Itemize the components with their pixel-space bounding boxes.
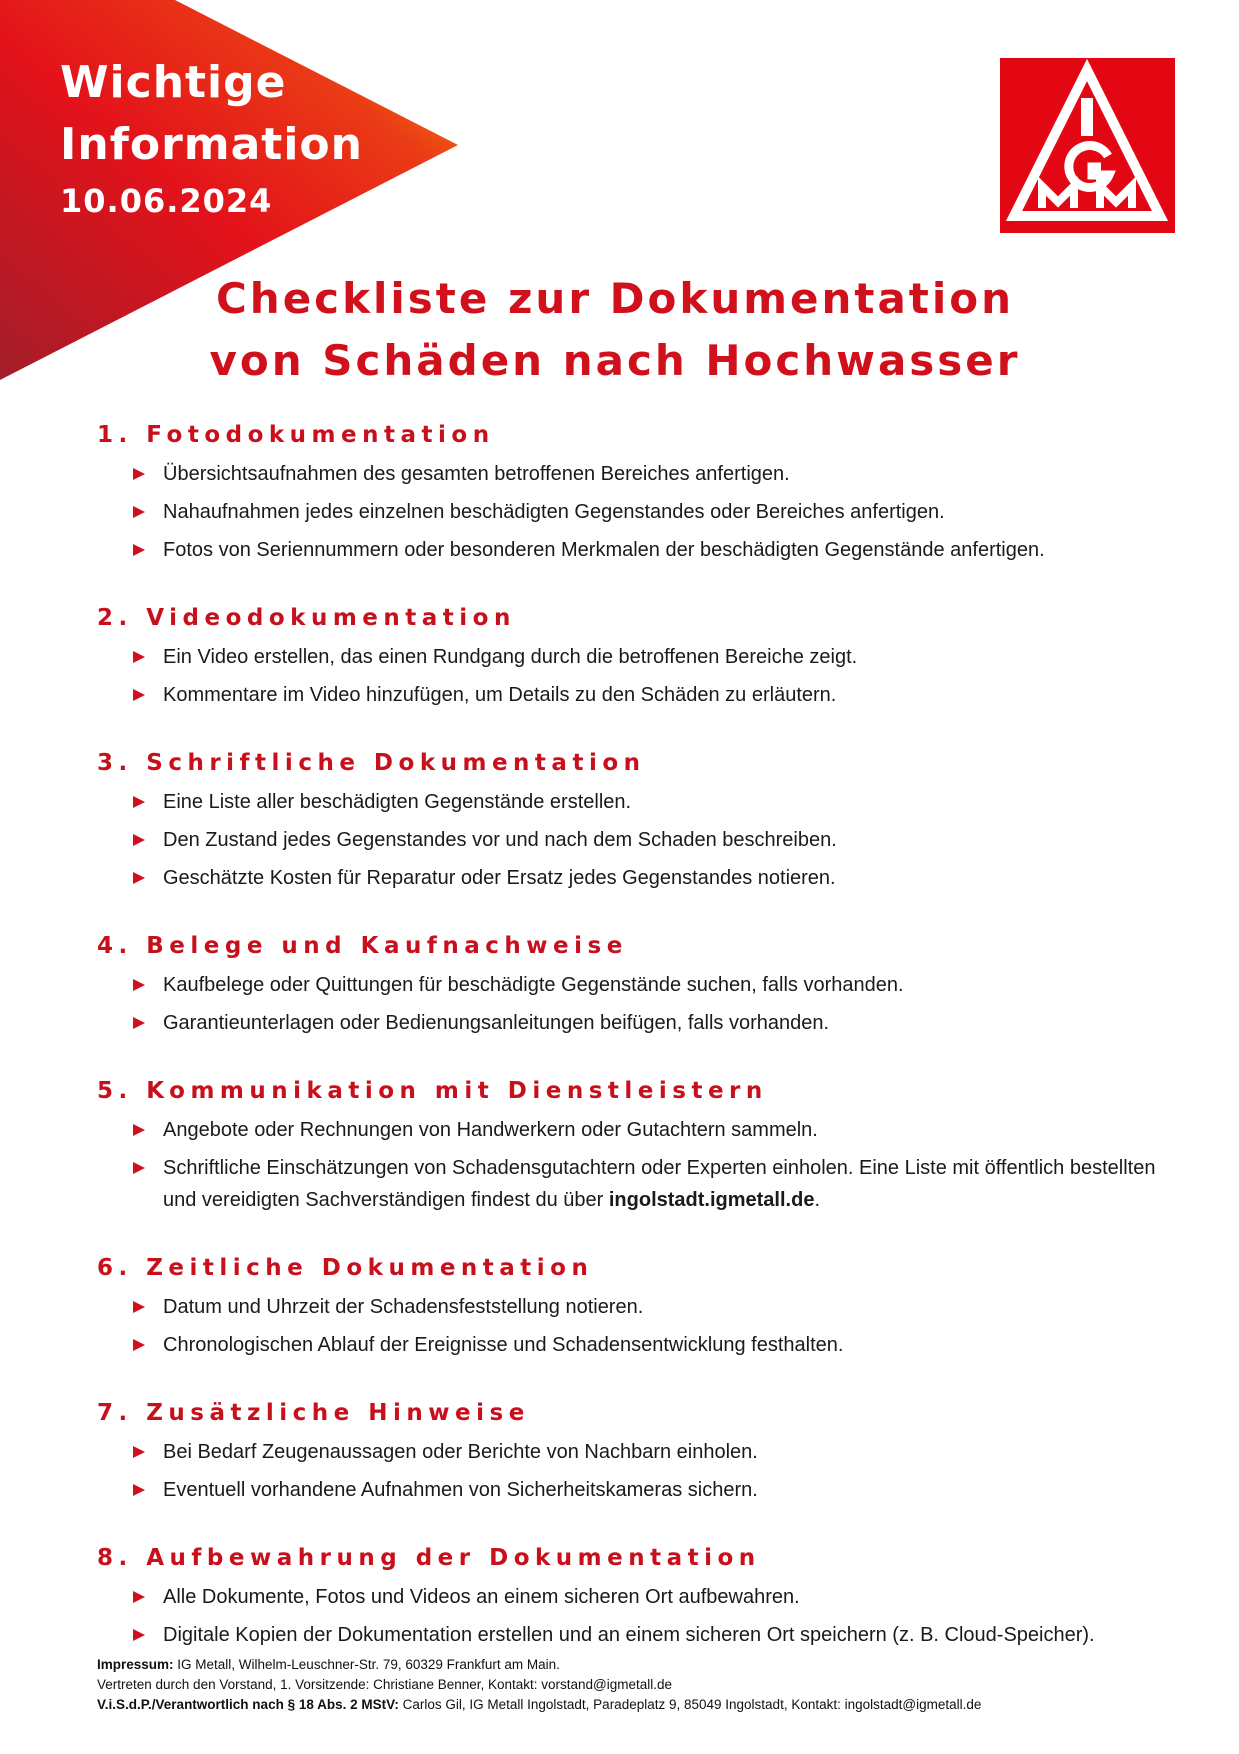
bullet-arrow-icon	[133, 872, 145, 884]
visdp-text: Carlos Gil, IG Metall Ingolstadt, Paradeplatz 9, 85049 Ingolstadt, Kontakt: ingolstadt@igmetall.de	[398, 1697, 982, 1712]
bullet-arrow-icon	[133, 1591, 145, 1603]
ig-metall-logo-icon	[1000, 58, 1175, 233]
bullet-arrow-icon	[133, 689, 145, 701]
list-item	[97, 1291, 1157, 1323]
list-item	[97, 1007, 1157, 1039]
list-item	[97, 1329, 1157, 1361]
list-item-text: Den Zustand jedes Gegenstandes vor und nach dem Schaden beschreiben.	[163, 829, 837, 851]
list-item	[97, 862, 1157, 894]
list-item	[97, 534, 1157, 566]
section-title: 4. Belege und Kaufnachweise	[97, 933, 628, 959]
bullet-arrow-icon	[133, 544, 145, 556]
bullet-arrow-icon	[133, 1301, 145, 1313]
bullet-arrow-icon	[133, 1017, 145, 1029]
banner-title-line2: Information	[60, 119, 363, 170]
bullet-arrow-icon	[133, 1339, 145, 1351]
impressum-line3	[97, 1695, 981, 1715]
bullet-arrow-icon	[133, 651, 145, 663]
list-item-text: Bei Bedarf Zeugenaussagen oder Berichte von Nachbarn einholen.	[163, 1441, 758, 1463]
section-title: 7. Zusätzliche Hinweise	[97, 1400, 530, 1426]
list-item-text: Geschätzte Kosten für Reparatur oder Ersatz jedes Gegenstandes notieren.	[163, 867, 836, 889]
list-item	[97, 1581, 1157, 1613]
list-item	[97, 641, 1157, 673]
list-item-text: Digitale Kopien der Dokumentation erstellen und an einem sicheren Ort speichern (z. B. Cloud-Speicher).	[163, 1624, 1095, 1646]
bullet-arrow-icon	[133, 1162, 145, 1174]
list-item	[97, 969, 1157, 1001]
list-item-text: Fotos von Seriennummern oder besonderen Merkmalen der beschädigten Gegenstände anfertigen.	[163, 539, 1045, 561]
impressum-line2: Vertreten durch den Vorstand, 1. Vorsitzende: Christiane Benner, Kontakt: vorstand@igmetall.de	[97, 1677, 673, 1692]
section-title: 5. Kommunikation mit Dienstleistern	[97, 1078, 768, 1104]
bullet-arrow-icon	[133, 1124, 145, 1136]
list-item	[97, 1436, 1157, 1468]
section-title: 6. Zeitliche Dokumentation	[97, 1255, 594, 1281]
list-item	[97, 786, 1157, 818]
list-item-end: .	[814, 1189, 820, 1211]
bullet-arrow-icon	[133, 506, 145, 518]
list-item-text: Kommentare im Video hinzufügen, um Details zu den Schäden zu erläutern.	[163, 684, 837, 706]
section-aufbewahrung	[97, 1541, 1157, 1651]
list-item-text: Kaufbelege oder Quittungen für beschädigte Gegenstände suchen, falls vorhanden.	[163, 974, 904, 996]
list-item	[97, 1474, 1157, 1506]
list-item-text: Übersichtsaufnahmen des gesamten betroffenen Bereiches anfertigen.	[163, 463, 790, 485]
page-title-line2: von Schäden nach Hochwasser	[209, 336, 1021, 385]
banner-date: 10.06.2024	[60, 182, 273, 220]
bullet-arrow-icon	[133, 1484, 145, 1496]
section-schriftliche-dokumentation	[97, 746, 1157, 894]
list-item-text: Alle Dokumente, Fotos und Videos an einem sicheren Ort aufbewahren.	[163, 1586, 800, 1608]
section-title: 3. Schriftliche Dokumentation	[97, 750, 646, 776]
list-item-text: Datum und Uhrzeit der Schadensfeststellung notieren.	[163, 1296, 644, 1318]
list-item	[97, 458, 1157, 490]
list-item-text: Ein Video erstellen, das einen Rundgang durch die betroffenen Bereiche zeigt.	[163, 646, 858, 668]
impressum-text: IG Metall, Wilhelm-Leuschner-Str. 79, 60329 Frankfurt am Main.	[173, 1657, 560, 1672]
impressum-label: Impressum:	[97, 1657, 174, 1672]
bullet-arrow-icon	[133, 834, 145, 846]
section-zusaetzliche-hinweise	[97, 1396, 1157, 1506]
website-link[interactable]: ingolstadt.igmetall.de	[608, 1189, 815, 1211]
section-kommunikation	[97, 1074, 1157, 1216]
list-item	[97, 824, 1157, 856]
section-videodokumentation	[97, 601, 1157, 711]
section-zeitliche-dokumentation	[97, 1251, 1157, 1361]
section-title: 2. Videodokumentation	[97, 605, 516, 631]
list-item-text: Schriftliche Einschätzungen von Schadensgutachtern oder Experten einholen. Eine Liste mit öffentlich bestellten und vereidigten Sachverständigen findest du über	[163, 1157, 1156, 1211]
section-title: 1. Fotodokumentation	[97, 422, 495, 448]
section-belege	[97, 929, 1157, 1039]
bullet-arrow-icon	[133, 979, 145, 991]
page-title-line1: Checkliste zur Dokumentation	[215, 274, 1015, 323]
list-item-text: Angebote oder Rechnungen von Handwerkern oder Gutachtern sammeln.	[163, 1119, 818, 1141]
list-item-text: Eventuell vorhandene Aufnahmen von Sicherheitskameras sichern.	[163, 1479, 758, 1501]
list-item	[97, 1619, 1157, 1651]
list-item-text: Nahaufnahmen jedes einzelnen beschädigten Gegenstandes oder Bereiches anfertigen.	[163, 501, 945, 523]
banner-title-line1: Wichtige	[60, 57, 287, 108]
bullet-arrow-icon	[133, 468, 145, 480]
list-item-text: Garantieunterlagen oder Bedienungsanleitungen beifügen, falls vorhanden.	[163, 1012, 830, 1034]
impressum	[97, 1655, 981, 1715]
bullet-arrow-icon	[133, 796, 145, 808]
section-fotodokumentation	[97, 418, 1157, 566]
bullet-arrow-icon	[133, 1629, 145, 1641]
list-item	[97, 1114, 1157, 1146]
page-title	[200, 268, 1030, 392]
list-item	[97, 1152, 1157, 1216]
bullet-arrow-icon	[133, 1446, 145, 1458]
visdp-label: V.i.S.d.P./Verantwortlich nach § 18 Abs. 2 MStV:	[97, 1697, 399, 1712]
checklist	[97, 418, 1157, 1686]
list-item-text: Chronologischen Ablauf der Ereignisse und Schadensentwicklung festhalten.	[163, 1334, 844, 1356]
impressum-line1	[97, 1655, 981, 1675]
list-item	[97, 679, 1157, 711]
list-item	[97, 496, 1157, 528]
section-title: 8. Aufbewahrung der Dokumentation	[97, 1545, 761, 1571]
list-item-text: Eine Liste aller beschädigten Gegenstände erstellen.	[163, 791, 632, 813]
